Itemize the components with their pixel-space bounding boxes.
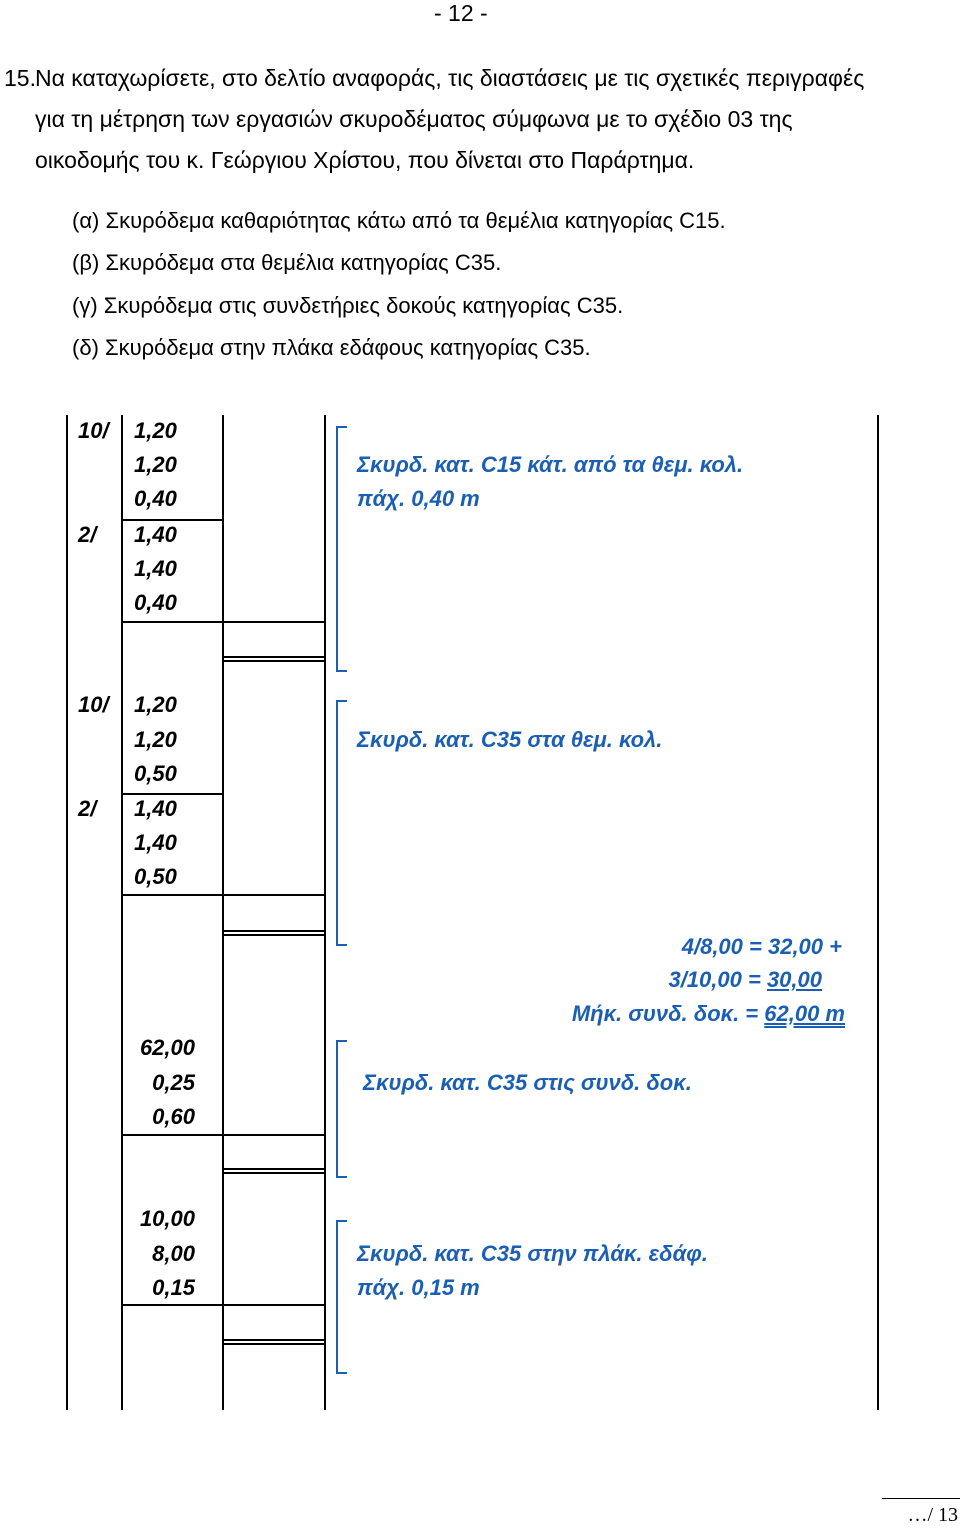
description: Σκυρδ. κατ. C35 στις συνδ. δοκ. [363, 1070, 692, 1095]
bracket-entry-4 [336, 1220, 347, 1374]
description: Σκυρδ. κατ. C35 στην πλάκ. εδάφ. [357, 1241, 708, 1266]
option-a: (α) Σκυρόδεμα καθαριότητας κάτω από τα θεμέλια κατηγορίας C15. [72, 208, 726, 233]
dimension: 1,40 [134, 556, 177, 581]
description: πάχ. 0,15 m [357, 1275, 480, 1300]
page-number: - 12 - [434, 0, 488, 26]
squaring-line [222, 660, 324, 662]
rule-left [66, 415, 68, 1410]
question-number: 15. [4, 65, 36, 91]
question-line-2: για τη μέτρηση των εργασιών σκυροδέματος σύμφωνα με το σχέδιο 03 της [35, 106, 793, 132]
next-page-indicator: …/ 13 [907, 1504, 958, 1526]
dimension: 0,40 [134, 590, 177, 615]
description: Σκυρδ. κατ. C15 κάτ. από τα θεμ. κολ. [357, 452, 744, 477]
dimension: 1,20 [134, 692, 177, 717]
description: πάχ. 0,40 m [357, 486, 480, 511]
rule-right [877, 415, 879, 1410]
dimension: 1,20 [134, 727, 177, 752]
side-calculation: 4/8,00 = 32,00 + [681, 934, 842, 959]
dimension: 0,40 [134, 486, 177, 511]
entry-line [121, 894, 324, 896]
bracket-entry-2 [336, 700, 347, 946]
footer-rule [882, 1498, 960, 1499]
timesing: 2/ [78, 522, 97, 547]
entry-line [121, 621, 324, 623]
timesing: 2/ [78, 796, 97, 821]
bracket-entry-3 [336, 1040, 347, 1178]
dimension: 1,40 [134, 830, 177, 855]
group-line [121, 793, 222, 795]
dimension: 1,40 [134, 522, 177, 547]
entry-line [121, 1304, 324, 1306]
squaring-line [222, 930, 324, 932]
squaring-line [222, 934, 324, 936]
question-line-3: οικοδομής του κ. Γεώργιου Χρίστου, που δίνεται στο Παράρτημα. [35, 147, 695, 173]
rule-squaring [324, 415, 326, 1410]
rule-dims [222, 415, 224, 1410]
option-b: (β) Σκυρόδεμα στα θεμέλια κατηγορίας C35. [72, 250, 502, 275]
dimension: 0,15 [152, 1275, 195, 1300]
group-line [121, 519, 222, 521]
dimension: 0,25 [152, 1070, 195, 1095]
side-calculation: 3/10,00 = 30,00 [668, 967, 822, 992]
description: Σκυρδ. κατ. C35 στα θεμ. κολ. [357, 727, 663, 752]
dimension: 62,00 [139, 1035, 195, 1060]
dimension: 1,40 [134, 796, 177, 821]
dimension: 0,50 [134, 761, 177, 786]
timesing: 10/ [78, 692, 109, 717]
squaring-line [222, 1168, 324, 1170]
dimension: 1,20 [134, 418, 177, 443]
timesing: 10/ [78, 418, 109, 443]
option-c: (γ) Σκυρόδεμα στις συνδετήριες δοκούς κατηγορίας C35. [72, 293, 624, 318]
option-d: (δ) Σκυρόδεμα στην πλάκα εδάφους κατηγορίας C35. [72, 335, 591, 360]
dimension: 0,60 [152, 1104, 195, 1129]
question-line-1: Να καταχωρίσετε, στο δελτίο αναφοράς, τις διαστάσεις με τις σχετικές περιγραφές [35, 65, 865, 91]
dimension: 0,50 [134, 864, 177, 889]
squaring-line [222, 656, 324, 658]
dimension: 10,00 [139, 1206, 195, 1231]
dimension: 1,20 [134, 452, 177, 477]
side-calculation-total: Μήκ. συνδ. δοκ. = 62,00 m [571, 1001, 845, 1026]
squaring-line [222, 1343, 324, 1345]
rule-timesing [121, 415, 123, 1410]
bracket-entry-1 [336, 426, 347, 672]
squaring-line [222, 1172, 324, 1174]
squaring-line [222, 1339, 324, 1341]
entry-line [121, 1134, 324, 1136]
dimension: 8,00 [152, 1241, 195, 1266]
